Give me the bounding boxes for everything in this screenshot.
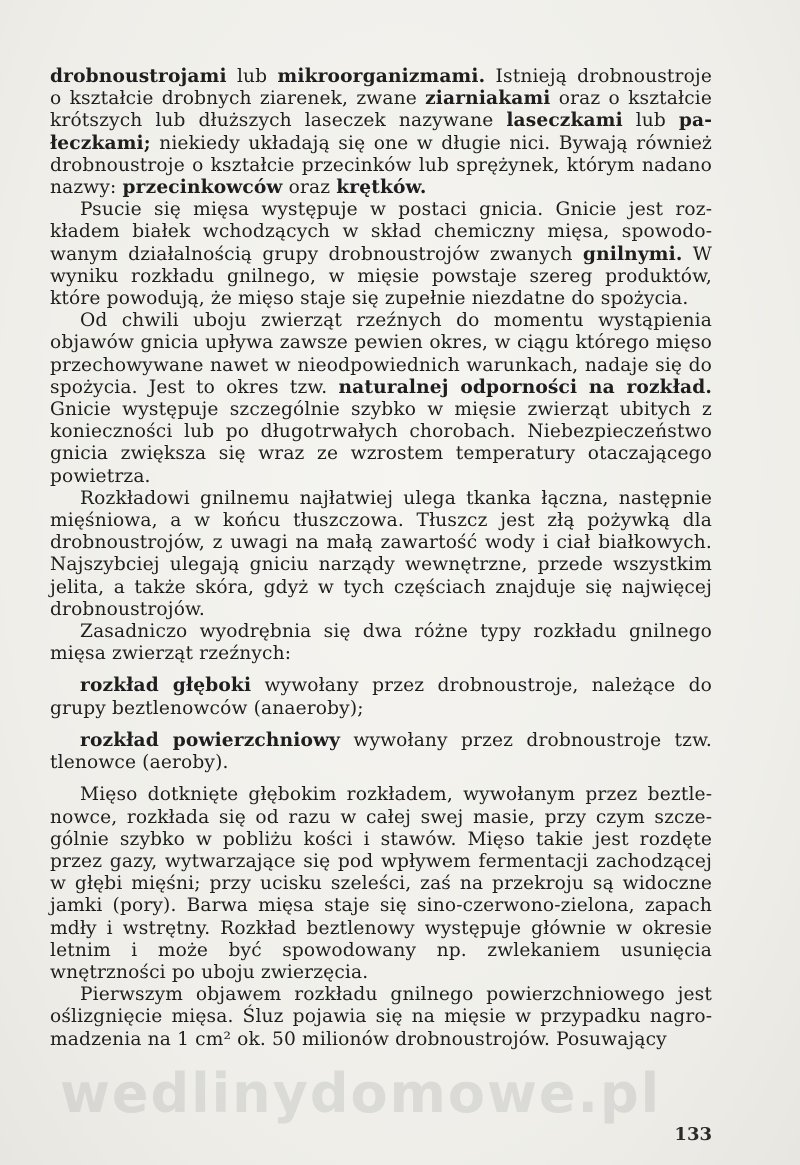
definition-deep-decay xyxy=(50,675,712,719)
bold-term: gnilnymi. xyxy=(582,243,683,265)
text-run: Gnicie występuje szczególnie szybko w mięsie zwierząt ubitych z konieczności lub po długotrwałych chorobach. Niebezpieczeństwo gnicia zwiększa się wraz ze wzrostem temperatury otaczającego powietrza. xyxy=(50,399,712,487)
paragraph xyxy=(50,784,712,984)
text-run: Rozkładowi gnilnemu najłatwiej ulega tkanka łączna, następnie mięśniowa, a w końcu tłuszczowa. Tłuszcz jest złą pożywką dla drobnoustrojów, z uwagi na małą zawartość wody i ciał białkowych. Najszybciej ulegają gniciu narządy wewnętrzne, przede wszystkim jelita, a także skóra, gdyż w tych częściach znajduje się najwięcej drobnoustrojów. xyxy=(50,487,712,620)
body-text xyxy=(50,66,712,1051)
bold-term: laseczkami xyxy=(506,110,623,132)
text-run: W wyniku rozkładu gnilnego, w mięsie powstaje szereg produktów, które powodują, że mięso staje się zupełnie niezdatne do spożycia. xyxy=(50,243,712,310)
bold-term: drobnoustrojami xyxy=(50,66,227,87)
bold-term: pałeczkami; xyxy=(50,110,712,154)
text-run: Psucie się mięsa występuje w postaci gnicia. Gnicie jest rozkładem białek wchodzących w skład chemiczny mięsa, spowodowanym działalnością grupy drobnoustrojów zwanych xyxy=(50,199,712,265)
text-run: Zasadniczo wyodrębnia się dwa różne typy rozkładu gnilnego mięsa zwierząt rzeźnych: xyxy=(50,621,712,665)
definition-surface-decay xyxy=(50,730,712,774)
paragraph xyxy=(50,621,712,665)
bold-term: krętków. xyxy=(336,177,427,199)
bold-term: rozkład powierzchniowy xyxy=(80,729,341,751)
paragraph xyxy=(50,984,712,1051)
bold-term: przecinkowców xyxy=(122,177,283,199)
paragraph xyxy=(50,310,712,488)
text-run: Pierwszym objawem rozkładu gnilnego powierzchniowego jest oślizgnięcie mięsa. Śluz pojawia się na mięsie w przypadku nagromadzenia na 1 cm² ok. 50 milionów drobnoustrojów. Posuwający xyxy=(50,984,712,1050)
text-run: niekiedy układają się one w długie nici. Bywają również drobnoustroje o kształcie przecinków lub sprężynek, którym nadano nazwy: xyxy=(50,132,712,199)
text-run: lub xyxy=(622,110,679,132)
text-run: Od chwili uboju zwierząt rzeźnych do momentu wystąpienia objawów gnicia upływa zawsze pewien okres, w ciągu którego mięso przechowywane nawet w nieodpowiednich warunkach, nadaje się do spożycia. Jest to okres tzw. xyxy=(50,310,712,398)
text-run: Mięso dotknięte głębokim rozkładem, wywołanym przez beztlenowce, rozkłada się od razu w całej swej masie, przy czym szczególnie szybko w pobliżu kości i stawów. Mięso takie jest rozdęte przez gazy, wytwarzające się pod wpływem fermentacji zachodzącej w głębi mięśni; przy ucisku szeleści, zaś na przekroju są widoczne jamki (pory). Barwa mięsa staje się sino-czerwono-zielona, zapach mdły i wstrętny. Rozkład beztlenowy występuje głównie w okresie letnim i może być spowodowany np. zwlekaniem usunięcia wnętrzności po uboju zwierzęcia. xyxy=(50,784,712,983)
bold-term: rozkład głęboki xyxy=(80,675,252,697)
bold-term: ziarniakami xyxy=(425,88,551,110)
text-run: oraz xyxy=(282,177,337,199)
bold-term: mikroorganizmami. xyxy=(277,66,486,87)
paragraph xyxy=(50,199,712,310)
bold-term: naturalnej odporności na rozkład. xyxy=(338,376,712,398)
watermark: wedlinydomowe.pl xyxy=(60,1062,662,1125)
text-run: lub xyxy=(226,66,278,87)
paragraph xyxy=(50,488,712,621)
text-run: wywołany przez drobnoustroje, należące do grupy beztlenowców (anaeroby); xyxy=(50,675,712,719)
paragraph xyxy=(50,66,712,199)
text-run: wywołany przez drobnoustroje tzw. tlenowce (aeroby). xyxy=(50,729,712,774)
text-run: Istnieją drobnoustroje o kształcie drobnych ziarenek, zwane xyxy=(50,66,712,110)
text-run: oraz o kształcie krótszych lub dłuższych laseczek nazywane xyxy=(50,88,713,132)
page-number: 133 xyxy=(674,1124,712,1145)
